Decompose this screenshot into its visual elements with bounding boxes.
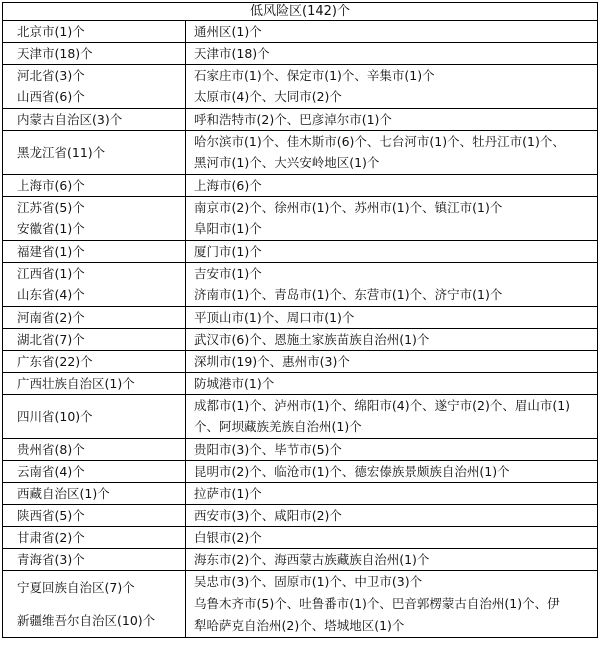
cities-line: 通州区(1)个 [194,23,262,39]
cities-line: 上海市(6)个 [194,177,262,193]
province-cell [3,505,186,526]
cities-cell [186,197,597,240]
cities-cell [186,439,597,460]
cities-cell [186,571,597,637]
cities-line: 白银市(2)个 [194,529,262,545]
table-row [3,373,597,395]
cities-line: 济南市(1)个、青岛市(1)个、东营市(1)个、济宁市(1)个 [194,287,503,303]
province-label: 青海省(3)个 [17,551,85,567]
province-cell [3,483,186,504]
table-row [3,395,597,439]
province-label: 江苏省(5)个 [17,199,85,215]
province-cell [3,461,186,482]
cities-cell [186,21,597,42]
province-label: 甘肃省(2)个 [17,529,85,545]
cities-cell [186,461,597,482]
province-label: 天津市(18)个 [17,45,93,61]
province-label: 内蒙古自治区(3)个 [17,111,123,127]
cities-cell [186,175,597,196]
cities-line: 黑河市(1)个、大兴安岭地区(1)个 [194,155,380,171]
cities-cell [186,43,597,64]
table-row [3,439,597,461]
province-label: 河南省(2)个 [17,309,85,325]
province-label: 江西省(1)个 [17,265,85,281]
province-label: 宁夏回族自治区(7)个 [17,579,135,595]
province-label: 黑龙江省(11)个 [17,144,106,160]
table-row [3,65,597,109]
province-cell [3,175,186,196]
cities-line: 贵阳市(3)个、毕节市(5)个 [194,441,342,457]
province-label: 山西省(6)个 [17,89,85,105]
cities-line: 昆明市(2)个、临沧市(1)个、德宏傣族景颇族自治州(1)个 [194,463,510,479]
province-cell [3,571,186,637]
cities-line: 个、阿坝藏族羌族自治州(1)个 [194,419,362,435]
cities-line: 吉安市(1)个 [194,265,262,281]
province-label: 贵州省(8)个 [17,441,85,457]
cities-line: 阜阳市(1)个 [194,221,262,237]
province-cell [3,21,186,42]
table-row [3,483,597,505]
province-cell [3,241,186,262]
province-cell [3,395,186,438]
cities-line: 武汉市(6)个、恩施土家族苗族自治州(1)个 [194,331,430,347]
cities-line: 拉萨市(1)个 [194,485,262,501]
cities-line: 吴忠市(3)个、固原市(1)个、中卫市(3)个 [194,574,423,589]
province-label: 北京市(1)个 [17,23,85,39]
table-row [3,131,597,175]
province-label: 广东省(22)个 [17,353,93,369]
province-label: 广西壮族自治区(1)个 [17,375,135,391]
cities-line: 海东市(2)个、海西蒙古族藏族自治州(1)个 [194,551,430,567]
cities-cell [186,483,597,504]
cities-line: 成都市(1)个、泸州市(1)个、绵阳市(4)个、遂宁市(2)个、眉山市(1) [194,397,571,413]
table-row [3,175,597,197]
province-cell [3,131,186,174]
table-row [3,307,597,329]
province-cell [3,351,186,372]
province-cell [3,373,186,394]
cities-cell [186,505,597,526]
cities-cell [186,527,597,548]
cities-cell [186,131,597,174]
table-row [3,571,597,637]
cities-cell [186,65,597,108]
cities-line: 平顶山市(1)个、周口市(1)个 [194,309,355,325]
table-row [3,461,597,483]
table-row [3,505,597,527]
cities-cell [186,329,597,350]
table-row [3,527,597,549]
cities-line: 防城港市(1)个 [194,375,275,391]
cities-line: 呼和浩特市(2)个、巴彦淖尔市(1)个 [194,111,392,127]
province-cell [3,109,186,130]
cities-line: 深圳市(19)个、惠州市(3)个 [194,353,350,369]
cities-line: 乌鲁木齐市(5)个、吐鲁番市(1)个、巴音郭楞蒙古自治州(1)个、伊 [194,596,560,611]
risk-table [2,2,598,638]
cities-line: 天津市(18)个 [194,45,270,61]
table-row [3,43,597,65]
cities-line: 厦门市(1)个 [194,243,262,259]
province-cell [3,197,186,240]
cities-cell [186,549,597,570]
table-row [3,197,597,241]
table-title: 低风险区(142)个 [3,3,597,21]
table-body [3,21,597,637]
province-label: 新疆维吾尔自治区(10)个 [17,612,156,628]
cities-cell [186,373,597,394]
cities-cell [186,307,597,328]
province-label: 陕西省(5)个 [17,507,85,523]
province-label: 河北省(3)个 [17,67,85,83]
province-cell [3,439,186,460]
cities-cell [186,109,597,130]
province-label: 上海市(6)个 [17,177,85,193]
cities-cell [186,263,597,306]
cities-cell [186,395,597,438]
province-cell [3,527,186,548]
table-row [3,329,597,351]
table-row [3,351,597,373]
cities-line: 太原市(4)个、大同市(2)个 [194,89,342,105]
cities-line: 南京市(2)个、徐州市(1)个、苏州市(1)个、镇江市(1)个 [194,199,503,215]
cities-line: 犁哈萨克自治州(2)个、塔城地区(1)个 [194,618,405,633]
cities-cell [186,241,597,262]
cities-line: 西安市(3)个、咸阳市(2)个 [194,507,342,523]
province-label: 云南省(4)个 [17,463,85,479]
cities-line: 石家庄市(1)个、保定市(1)个、辛集市(1)个 [194,67,435,83]
table-row [3,109,597,131]
province-cell [3,307,186,328]
province-label: 山东省(4)个 [17,287,85,303]
province-cell [3,43,186,64]
table-row [3,549,597,571]
province-cell [3,329,186,350]
province-label: 安徽省(1)个 [17,221,85,237]
table-row [3,241,597,263]
cities-cell [186,351,597,372]
province-label: 湖北省(7)个 [17,331,85,347]
province-cell [3,65,186,108]
table-row [3,21,597,43]
table-row [3,263,597,307]
cities-line: 哈尔滨市(1)个、佳木斯市(6)个、七台河市(1)个、牡丹江市(1)个、 [194,133,565,149]
province-label: 西藏自治区(1)个 [17,485,110,501]
province-label: 四川省(10)个 [17,408,93,424]
province-cell [3,549,186,570]
province-cell [3,263,186,306]
province-label: 福建省(1)个 [17,243,85,259]
